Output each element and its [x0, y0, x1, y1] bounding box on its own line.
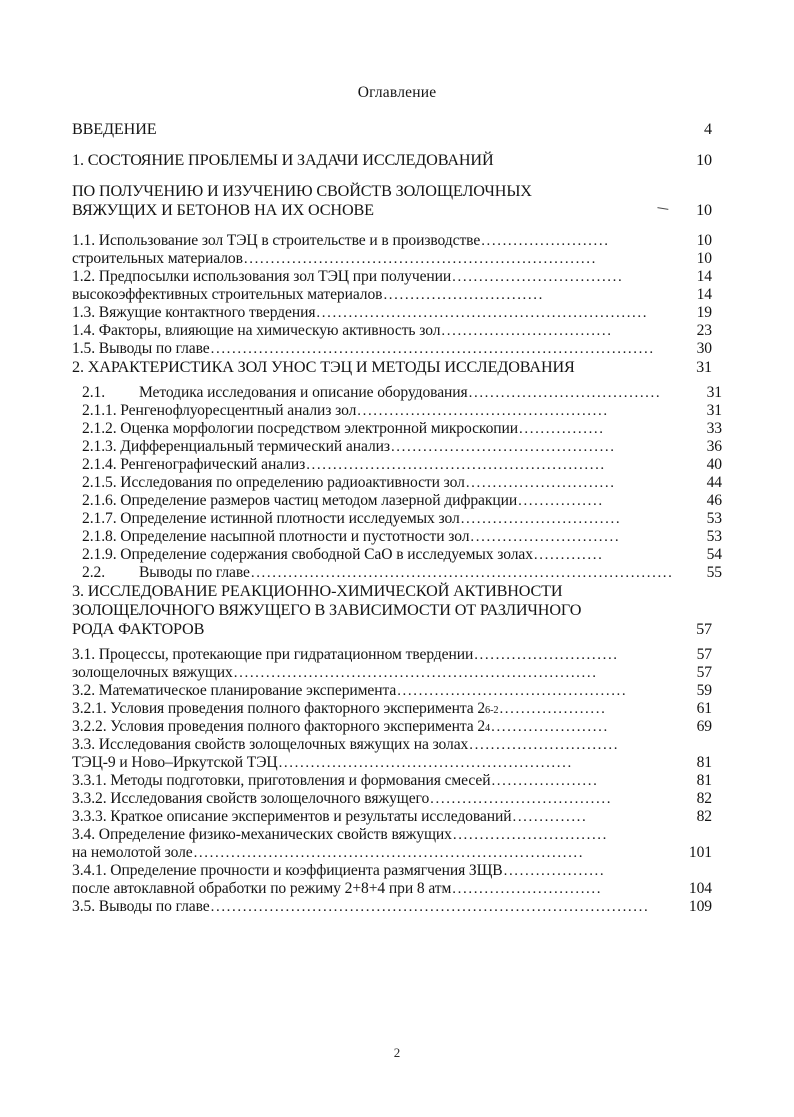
toc-page-number: 59 — [696, 682, 712, 699]
toc-section-entry[interactable] — [72, 268, 712, 286]
toc-entry-label: 3.1. Процессы, протекающие при гидратационном твердении — [72, 646, 474, 663]
toc-page-number: 61 — [696, 700, 712, 717]
toc-section-entry[interactable] — [72, 250, 712, 268]
dot-leader: ............................................... — [357, 403, 609, 419]
toc-section-entry[interactable] — [72, 492, 722, 510]
toc-section-entry[interactable] — [72, 862, 712, 880]
dot-leader: ............................ — [452, 881, 603, 897]
toc-section-entry[interactable] — [72, 664, 712, 682]
toc-entry-label: РОДА ФАКТОРОВ — [72, 620, 205, 638]
toc-section-entry[interactable] — [72, 790, 712, 808]
toc-page-number: 55 — [706, 564, 722, 581]
spacer — [72, 377, 712, 384]
toc-page-number: 81 — [696, 772, 712, 789]
toc-page-number: 53 — [706, 528, 722, 545]
toc-section-entry[interactable] — [72, 564, 722, 582]
toc-entry-label: высокоэффективных строительных материалов — [72, 286, 383, 303]
toc-entry-label-text: Выводы по главе — [139, 564, 250, 581]
toc-chapter-entry[interactable] — [72, 182, 712, 201]
toc-entry-label: 2.1.1. Ренгенофлуоресцентный анализ зол — [82, 402, 357, 419]
toc-section-entry[interactable] — [72, 420, 722, 438]
toc-entry-label: 2.1.8. Определение насыпной плотности и пустотности зол — [82, 528, 470, 545]
toc-entry-label: 1.4. Факторы, влияющие на химическую активность зол — [72, 322, 441, 339]
toc-chapter-entry[interactable] — [72, 620, 712, 639]
toc-section-entry[interactable] — [72, 736, 712, 754]
toc-entry-label: 3.3.3. Краткое описание экспериментов и результаты исследований — [72, 808, 512, 825]
toc-section-entry[interactable] — [72, 826, 712, 844]
toc-page-number: 44 — [706, 474, 722, 491]
dot-leader: ........................ — [481, 233, 610, 249]
toc-section-entry[interactable]: 3.2.1. Условия проведения полного факторного эксперимента 2 6-2 .................... 61 — [72, 700, 712, 717]
toc-page-number: 33 — [706, 420, 722, 437]
dot-leader: ............. — [533, 547, 604, 563]
toc-entry-label: 3. ИССЛЕДОВАНИЕ РЕАКЦИОННО-ХИМИЧЕСКОЙ АКТИВНОСТИ — [72, 582, 563, 600]
dot-leader: ................................ — [441, 323, 613, 339]
toc-entry-label: 2.1.3. Дифференциальный термический анализ — [82, 438, 390, 455]
toc-page-number: 69 — [696, 718, 712, 735]
toc-entry-label: 2. ХАРАКТЕРИСТИКА ЗОЛ УНОС ТЭЦ И МЕТОДЫ ИССЛЕДОВАНИЯ — [72, 358, 575, 376]
toc-section-entry[interactable] — [72, 844, 712, 862]
dot-leader: ........................................... — [397, 683, 628, 699]
dot-leader: ................ — [519, 421, 605, 437]
toc-page-number: 54 — [706, 546, 722, 563]
toc-entry-label: 1.3. Вяжущие контактного твердения — [72, 304, 316, 321]
toc-entry-label: ТЭЦ-9 и Ново–Иркутской ТЭЦ — [72, 754, 278, 771]
toc-section-entry[interactable] — [72, 682, 712, 700]
toc-section-entry[interactable] — [72, 384, 722, 402]
toc-entry-label: 1.5. Выводы по главе — [72, 340, 210, 357]
toc-entry-label: 2.1.2. Оценка морфологии посредством электронной микроскопии — [82, 420, 519, 437]
toc-entry-label: 2.1.4. Ренгенографический анализ — [82, 456, 306, 473]
toc-section-entry[interactable] — [72, 528, 722, 546]
dot-leader: ............................. — [452, 827, 609, 843]
toc-entry-label: 2.2. — [82, 564, 105, 581]
toc-section-entry[interactable] — [72, 340, 712, 358]
toc-chapter-entry[interactable] — [72, 120, 712, 139]
dot-leader: ............................ — [465, 475, 616, 491]
toc-section-entry[interactable] — [72, 880, 712, 898]
toc-entry-label: 3.2. Математическое планирование эксперимента — [72, 682, 397, 699]
toc-section-entry[interactable] — [72, 546, 722, 564]
toc-section-entry[interactable]: 3.2.2. Условия проведения полного факторного эксперимента 2 4 ...................... 69 — [72, 718, 712, 735]
dot-leader: .................................................................... — [233, 665, 598, 681]
toc-page-number: 10 — [696, 201, 712, 219]
dot-leader: .............................. — [383, 287, 544, 303]
dot-leader: .................................................................. — [243, 251, 597, 267]
toc-chapter-entry[interactable] — [72, 151, 712, 170]
dot-leader: .................... — [491, 773, 599, 789]
spacer — [72, 113, 712, 120]
toc-section-entry[interactable] — [72, 402, 722, 420]
toc-chapter-entry[interactable] — [72, 601, 712, 620]
toc-entry-label: 3.4.1. Определение прочности и коэффициента размягчения ЗЩВ — [72, 862, 503, 879]
dot-leader: ................ — [518, 493, 604, 509]
toc-entry-label: ВЯЖУЩИХ И БЕТОНОВ НА ИХ ОСНОВЕ — [72, 201, 374, 219]
toc-page-number: 36 — [706, 438, 722, 455]
toc-entry-label: 3.3. Исследования свойств золощелочных вяжущих на золах — [72, 736, 469, 753]
dot-leader: .................................... — [468, 385, 662, 401]
toc-entry-label-text: Методика исследования и описание оборудования — [139, 384, 468, 401]
toc-section-entry[interactable] — [72, 510, 722, 528]
dot-leader: ............................ — [469, 737, 620, 753]
toc-entry-label: 1. СОСТОЯНИЕ ПРОБЛЕМЫ И ЗАДАЧИ ИССЛЕДОВАНИЙ — [72, 151, 494, 169]
spacer — [72, 220, 712, 232]
toc-section-entry[interactable] — [72, 304, 712, 322]
toc-page-number: 57 — [696, 664, 712, 681]
toc-page-number: 31 — [696, 358, 712, 376]
dot-leader: .................................. — [430, 791, 613, 807]
toc-section-entry[interactable] — [72, 286, 712, 304]
toc-page-number: 57 — [696, 620, 712, 638]
toc-section-entry[interactable] — [72, 474, 722, 492]
toc-entry-label: 1.1. Использование зол ТЭЦ в строительстве и в производстве — [72, 232, 481, 249]
toc-page-number: 104 — [688, 880, 712, 897]
toc-entry-label: 3.2.2. Условия проведения полного факторного эксперимента 2 — [72, 718, 486, 735]
dot-leader: ......................................................................... — [193, 845, 585, 861]
toc-page-number: 31 — [706, 384, 722, 401]
toc-page-number: 46 — [706, 492, 722, 509]
toc-entry-label: ВВЕДЕНИЕ — [72, 120, 157, 138]
dot-leader: ................... — [503, 863, 606, 879]
toc-page-number: 31 — [706, 402, 722, 419]
toc-section-entry[interactable] — [72, 772, 712, 790]
toc-entry-label: 2.1.6. Определение размеров частиц методом лазерной дифракции — [82, 492, 518, 509]
toc-section-entry[interactable] — [72, 232, 712, 250]
toc-page-number: 23 — [696, 322, 712, 339]
dot-leader: .............. — [512, 809, 588, 825]
toc-section-entry[interactable] — [72, 322, 712, 340]
toc-entry-label: 3.2.1. Условия проведения полного факторного эксперимента 2 — [72, 700, 486, 717]
spacer — [72, 170, 712, 182]
toc-entry-label: 1.2. Предпосылки использования зол ТЭЦ при получении — [72, 268, 452, 285]
toc-page-number: 19 — [696, 304, 712, 321]
toc-entry-label: ЗОЛОЩЕЛОЧНОГО ВЯЖУЩЕГО В ЗАВИСИМОСТИ ОТ РАЗЛИЧНОГО — [72, 601, 582, 619]
toc-entry-label: после автоклавной обработки по режиму 2+8+4 при 8 атм — [72, 880, 452, 897]
dot-leader: ...................... — [491, 719, 609, 735]
toc-section-entry[interactable] — [72, 898, 712, 916]
toc-entry-label: ПО ПОЛУЧЕНИЮ И ИЗУЧЕНИЮ СВОЙСТВ ЗОЛОЩЕЛОЧНЫХ — [72, 182, 532, 200]
toc-entry-label: 3.3.2. Исследования свойств золощелочного вяжущего — [72, 790, 430, 807]
spacer — [72, 139, 712, 151]
dot-leader: .............................................................. — [316, 305, 649, 321]
dot-leader: ....................................................... — [278, 755, 573, 771]
toc-page-number: 57 — [696, 646, 712, 663]
toc-entry-label: строительных материалов — [72, 250, 243, 267]
toc-page-number: 10 — [696, 250, 712, 267]
toc-chapter-entry[interactable] — [72, 582, 712, 601]
dot-leader: ............................................................................... — [250, 565, 674, 581]
toc-page-number: 82 — [696, 808, 712, 825]
toc-page-number: 4 — [704, 120, 712, 138]
toc-entry-label: 2.1. — [82, 384, 105, 401]
dot-leader: ............................ — [470, 529, 621, 545]
toc-entry-label: 3.4. Определение физико-механических свойств вяжущих — [72, 826, 452, 843]
dot-leader: .................................................................................. — [210, 899, 650, 915]
toc-chapter-entry[interactable] — [72, 201, 712, 220]
toc-page-number: 10 — [696, 151, 712, 169]
toc-entry-label: 2.1.9. Определение содержания свободной CaO в исследуемых золах — [82, 546, 533, 563]
toc-page-number: 101 — [688, 844, 712, 861]
toc-page-number: 14 — [696, 268, 712, 285]
dot-leader: .............................. — [460, 511, 622, 527]
dot-leader: .......................................... — [390, 439, 616, 455]
toc-section-entry[interactable] — [72, 754, 712, 772]
dot-leader: .................... — [499, 701, 607, 717]
toc-section-entry[interactable] — [72, 456, 722, 474]
toc-entry-label: золощелочных вяжущих — [72, 664, 233, 681]
toc-section-entry[interactable] — [72, 808, 712, 826]
toc-page-number: 109 — [688, 898, 712, 915]
page-number: 2 — [393, 1045, 401, 1060]
toc-page-number: 82 — [696, 790, 712, 807]
toc-entry-label: 2.1.7. Определение истинной плотности исследуемых зол — [82, 510, 460, 527]
toc-entry-label: на немолотой золе — [72, 844, 193, 861]
toc-section-entry[interactable] — [72, 646, 712, 664]
table-of-contents — [72, 113, 722, 916]
dot-leader: ................................................................................... — [210, 341, 655, 357]
toc-page-number: 81 — [696, 754, 712, 771]
page-title: Оглавление — [357, 84, 437, 101]
toc-section-entry[interactable] — [72, 438, 722, 456]
dot-leader: ........................................................ — [306, 457, 606, 473]
toc-entry-label: 3.3.1. Методы подготовки, приготовления и формования смесей — [72, 772, 491, 789]
toc-page-number: 10 — [696, 232, 712, 249]
dot-leader: ................................ — [452, 269, 624, 285]
toc-entry-label: 2.1.5. Исследования по определению радиоактивности зол — [82, 474, 465, 491]
toc-page-number: 30 — [696, 340, 712, 357]
dot-leader: ........................... — [474, 647, 619, 663]
toc-entry-label: 3.5. Выводы по главе — [72, 898, 210, 915]
spacer — [72, 639, 712, 646]
toc-page-number: 14 — [696, 286, 712, 303]
toc-page-number: 53 — [706, 510, 722, 527]
toc-chapter-entry[interactable] — [72, 358, 712, 377]
toc-page-number: 40 — [706, 456, 722, 473]
